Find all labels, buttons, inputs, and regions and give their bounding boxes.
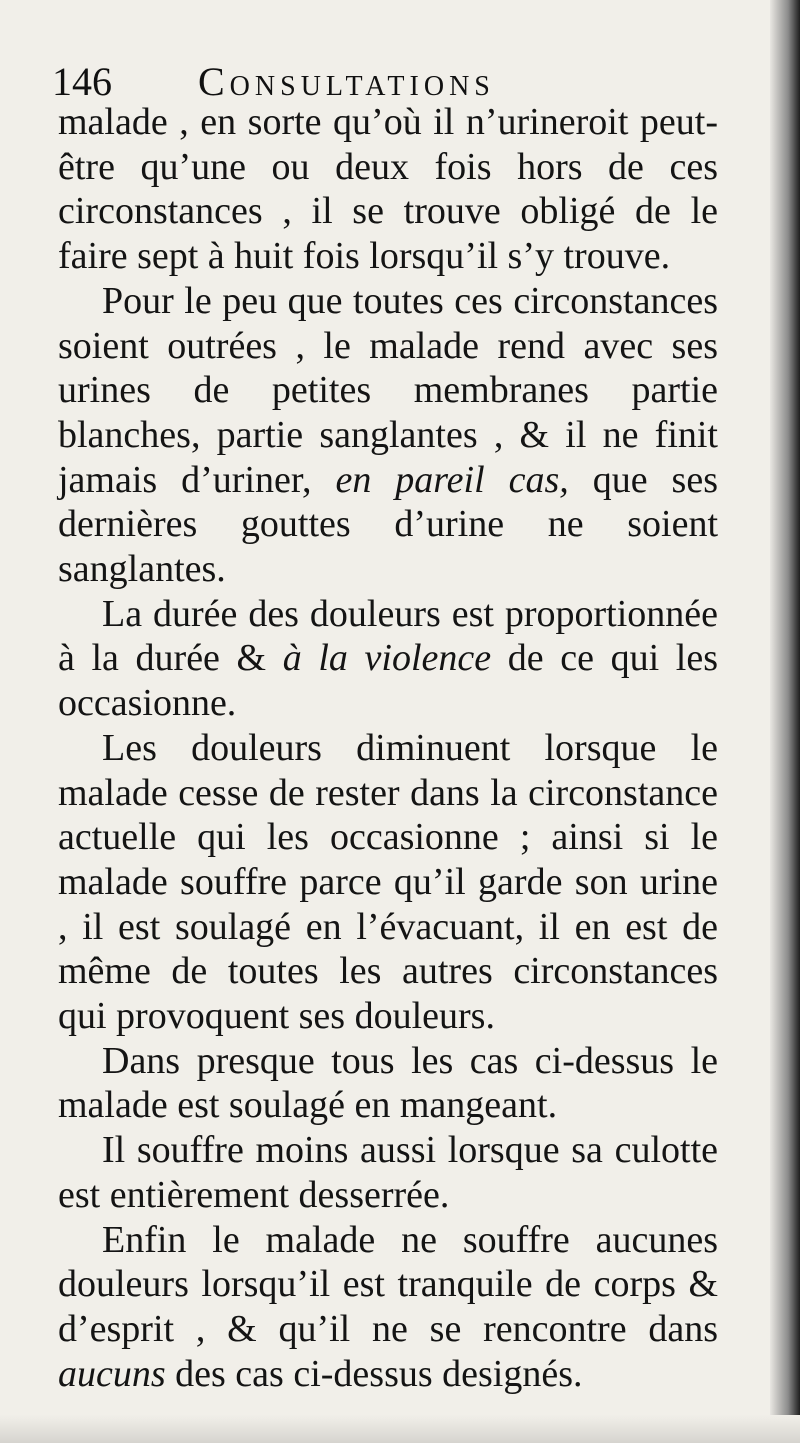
paragraph-text: Dans presque tous les cas ci-dessus le malade est soulagé en mangeant. — [58, 1039, 718, 1127]
page-bottom-edge — [0, 1415, 800, 1443]
paragraph — [58, 1039, 718, 1128]
paragraph — [58, 726, 718, 1039]
running-title: Consultations — [198, 59, 495, 104]
paragraph-text: des cas ci-dessus designés. — [165, 1352, 583, 1395]
italic-phrase: à la violence — [282, 637, 492, 680]
italic-phrase: aucuns — [58, 1352, 166, 1395]
paragraph-continued — [58, 100, 718, 279]
paragraph-text: Enfin le malade ne souffre aucunes douleurs lorsqu’il est tranquile de corps & d’esprit , & qu’il ne se rencontre dans — [58, 1218, 718, 1350]
book-spine-shadow — [770, 0, 800, 1443]
paragraph-text: que ses dernières gouttes d’urine ne soient sanglantes. — [58, 458, 719, 591]
italic-phrase: en pareil cas, — [335, 458, 569, 501]
paragraph-text: Il souffre moins aussi lorsque sa culotte est entièrement desserrée. — [58, 1129, 718, 1216]
paragraph-text: Pour le peu que toutes ces circonstances soient outrées , le malade rend avec ses urines de petites membranes partie blanches, partie sanglantes , & il ne finit jamais d’uriner, — [58, 279, 718, 501]
paragraph-text: malade , en sorte qu’où il n’urineroit peut-être qu’une ou deux fois hors de ces circonstances , il se trouve obligé de le faire sept à huit fois lorsqu’il s’y trouve. — [58, 101, 718, 278]
running-head — [52, 52, 732, 102]
page-number: 146 — [52, 59, 112, 104]
paragraph — [58, 1218, 718, 1397]
paragraph-text: de ce qui les occasionne. — [58, 637, 718, 725]
body-text — [58, 100, 718, 1396]
paragraph-text: La durée des douleurs est proportionnée à la durée & — [58, 592, 718, 680]
paragraph — [58, 279, 718, 592]
paragraph — [58, 592, 718, 726]
paragraph-text: Les douleurs diminuent lorsque le malade cesse de rester dans la circonstance actuelle qui les occasionne ; ainsi si le malade souffre parce qu’il garde son urine , il est soulagé en l’évacuant, il en est de même de toutes les autres circonstances qui provoquent ses douleurs. — [58, 726, 718, 1038]
paragraph — [58, 1128, 718, 1217]
